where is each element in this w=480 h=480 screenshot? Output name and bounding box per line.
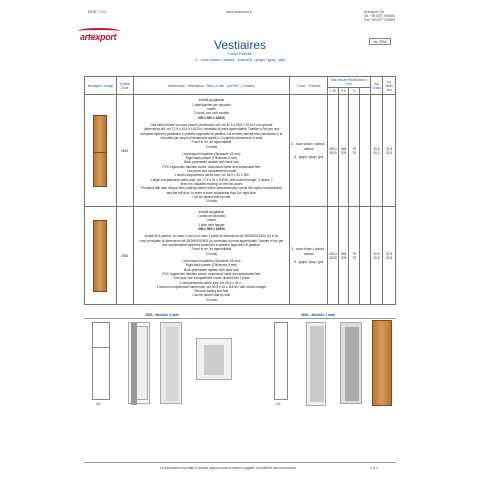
- locker-2-door-image: [93, 115, 107, 187]
- col-header-vol: Kg Netto Net: [383, 77, 396, 95]
- weight-net: 21,5 20,5: [383, 207, 396, 305]
- company-name: Artexport Srl: [364, 10, 384, 14]
- col-header-l: L W: [328, 88, 339, 95]
- photo-2654-wood: [372, 320, 392, 406]
- weight-gross: 20,5 20,5: [370, 207, 383, 305]
- product-finish: 3 - noce chiaro / walnut - walnut 8 - grigio / gray / gris: [290, 207, 328, 305]
- col-header-dims-group: Mis./misure Posti/Dims in mm: [328, 77, 370, 88]
- dim-h: 79 79: [349, 95, 360, 207]
- col-header-extra: [360, 88, 371, 95]
- dim-extra: [360, 207, 371, 305]
- photo-2653-open: [128, 322, 150, 404]
- col-header-pkg: Kg Gross: [370, 77, 383, 95]
- logo-swoosh-icon: [78, 28, 120, 34]
- product-image-cell: [85, 207, 117, 305]
- product-table: [84, 76, 396, 305]
- locker-1-door-image: [93, 220, 107, 292]
- artexport-logo: artexport: [80, 32, 116, 42]
- col-header-code: Codice Code: [116, 77, 133, 95]
- caption-b: fd2: [276, 402, 281, 406]
- product-description: Infantil spogliatoio 1 anta con deposito model 1 door with hanger 300 x 500 x 1800h Armoir di 6 apertur: un vano e uno a un vano il piede di dimensioni vilt.300X500X1800 (h) & un vano principale di dimensioni vilt.300X500X1800 (h) corredato di porta appendiabiti. Tramite lo fori per uso una semplice apertura posteriore e pratiche appendici di plastica. Formi in tre. de appendiabiti 3 hooks Lam.lesquel impatimo (Spessore 18 mm) Rigid back panels (Thickness 8 mm) Back permanent system with back lock PVC ergonomic handles colour: aluminium/ table and detachable feet One door one compartment model divided into 2 parts 2 compartments useful size: cm 25.5 x 34 x... 1 second compartment useful size: cm 30.5 x 34 x 118.5h; with locked hanger Second locking and feet Can be paired side by side 3 hooks: [133, 207, 290, 305]
- dim-l: 2613 3000: [328, 95, 339, 207]
- page-subtitle: Colori Finiture: [228, 52, 252, 56]
- gallery-divider: [84, 318, 396, 319]
- dim-p: 545 3?5: [338, 95, 349, 207]
- col-header-finish: Colori - Finitures: [290, 77, 328, 95]
- product-finish: 3 - noce chiaro / walnut - walnut 8 - grigio / gray / gris: [290, 95, 328, 207]
- caption-a: fd3: [96, 402, 101, 406]
- gallery-label-2653: 2653 - Modello 2 ante: [144, 313, 180, 317]
- footer-disclaimer: Le informazioni riportate in questa pagina possono essere soggette a modifiche senza preavviso: [160, 466, 297, 470]
- weight-gross: 20,3 20,3: [370, 95, 383, 207]
- company-tel: Tel. +39 0577 949384: [364, 14, 395, 18]
- colors-line: 3 - noce chiaro / walnut - walnut 8 - grigio / gray - gris: [195, 58, 285, 62]
- product-image-cell: [85, 95, 117, 207]
- company-fax: Fax +39 0577 949383: [364, 18, 396, 22]
- photo-2654-interior: [340, 322, 362, 404]
- col-header-p: P D: [338, 88, 349, 95]
- photo-2654-open: [306, 322, 326, 406]
- page-number: 1 di 1: [370, 466, 378, 470]
- page-title: Vestiaires: [213, 38, 267, 52]
- photo-2653-interior: [160, 322, 182, 404]
- drawing-2653-closed: [92, 322, 110, 400]
- table-row: [85, 207, 396, 305]
- footer-divider: [84, 462, 396, 463]
- dim-p: 545 3?5: [338, 207, 349, 305]
- gallery-label-2654: 2654 - Modello 1 anta: [300, 313, 336, 317]
- dim-h: 79 79: [349, 207, 360, 305]
- col-header-description: Descrizione - Description - Desc. in mm - (LxPxH) - ( Modelo): [133, 77, 290, 95]
- col-header-h: H: [349, 88, 360, 95]
- product-code: 2653: [116, 95, 133, 207]
- revision-badge: rev. 2016: [369, 38, 391, 45]
- photo-2653-locker-interior: [196, 338, 232, 380]
- col-header-image: Immagine / Image: [85, 77, 117, 95]
- dim-extra: [360, 95, 371, 207]
- doc-code: MOD. 7.5.2: [88, 10, 107, 14]
- product-description: Infantil spogliatoio 2 ante/guichet per deposito model 2 doors, two lock models 300 x 500 x 1800h vani della chiude un cuore pacchi (dimensioni vilt. cm 30,5 x 28,5 x 78 h) e uno grande (dimensioni vilt. cm 17,5 x 34,4 x 118,5 h) corredato di porta appendiabiti. Tramite lo fori per una semplice apertura posteriore e pratiche appendici di plastica, cui termine laterali sono accostate lo al introdotto.piu ampio (interamente aperti) e Completo pienamente e dalla Formi in tre. de appendiabiti 2 lumbs Lam.lesquel impatimo (Spessore 18 mm) Rigid back panels (Thickness 8 mm) Back permanent system with back lock PVC ergonomic handles colour: aluminium/ table and detachable feet Two piece two compartment model 1 small compartment useful size: cm 28.5 x 30 x 28h 1 large compartment useful size: cm 17.5 x 34 x 118.5h; with locked hanger, 2 hooks, 2 fixed ext. adjusted flooring on the two doors Provided with side hinges with a sliding sleeve which simultaneously opens the higher compartment and the left door, to enter a more substantial door (on right door Can be paired side by side 2 hooks: [133, 95, 290, 207]
- website-link[interactable]: www.artexport.it: [226, 10, 252, 14]
- product-code: 2654: [116, 207, 133, 305]
- table-row: [85, 95, 396, 207]
- dim-l: 2614 3000: [328, 207, 339, 305]
- weight-net: 20,3 20,3: [383, 95, 396, 207]
- drawing-2654-closed: [274, 322, 288, 400]
